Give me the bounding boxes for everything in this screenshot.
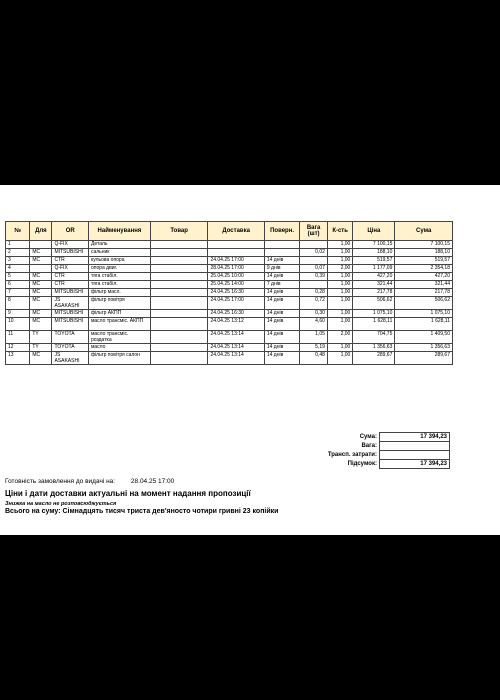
row-number: 2 xyxy=(6,249,30,257)
row-sum: 427,20 xyxy=(395,273,453,281)
row-return: 14 днів xyxy=(264,331,299,344)
row-name: сальник xyxy=(88,249,150,257)
ready-line xyxy=(5,478,174,485)
row-name: масло трансміс. АКПП xyxy=(88,318,150,331)
ready-label: Готовність замовлення до видачі на: xyxy=(5,478,116,485)
row-product xyxy=(150,265,208,273)
row-product xyxy=(150,310,208,318)
row-or: JS ASAKASHI xyxy=(52,352,89,365)
row-weight: 0,07 xyxy=(300,265,328,273)
row-return: 14 днів xyxy=(264,273,299,281)
table-row xyxy=(6,318,453,331)
row-name: фільтр масл. xyxy=(88,289,150,297)
row-name: фільтр повітря салон xyxy=(88,352,150,365)
row-product xyxy=(150,289,208,297)
row-qty: 1,00 xyxy=(327,281,352,289)
row-for xyxy=(30,265,52,273)
row-or: Q-FIX xyxy=(52,241,89,249)
ready-date: 28.04.25 17:00 xyxy=(130,478,175,485)
row-number: 10 xyxy=(6,318,30,331)
row-price: 289,67 xyxy=(353,352,395,365)
table-row xyxy=(6,241,453,249)
table-body xyxy=(6,241,453,365)
row-weight xyxy=(300,241,328,249)
price-notice: Ціни і дати доставки актуальні на момент надання пропозиції xyxy=(5,489,251,498)
column-header: К-сть xyxy=(327,222,352,241)
row-weight: 0,48 xyxy=(300,352,328,365)
row-delivery: 24.04.25 13:12 xyxy=(208,318,264,331)
transport-label: Трансп. затрати: xyxy=(327,452,377,458)
row-price: 188,10 xyxy=(353,249,395,257)
table-row xyxy=(6,331,453,344)
row-delivery: 24.04.25 17:00 xyxy=(208,297,264,310)
row-price: 519,57 xyxy=(353,257,395,265)
row-sum: 7 100,15 xyxy=(395,241,453,249)
row-number: 6 xyxy=(6,281,30,289)
row-qty: 1,00 xyxy=(327,352,352,365)
row-for: MC xyxy=(30,257,52,265)
row-for: MC xyxy=(30,289,52,297)
row-product xyxy=(150,331,208,344)
row-or: MITSUBISHI xyxy=(52,289,89,297)
row-delivery: 24.04.25 13:14 xyxy=(208,352,264,365)
quote-table xyxy=(5,221,453,365)
row-delivery: 24.04.25 13:14 xyxy=(208,344,264,352)
row-return: 9 днів xyxy=(264,265,299,273)
row-sum: 1 075,10 xyxy=(395,310,453,318)
row-price: 1 356,63 xyxy=(353,344,395,352)
row-price: 217,78 xyxy=(353,289,395,297)
row-product xyxy=(150,257,208,265)
row-for: MC xyxy=(30,352,52,365)
row-delivery xyxy=(208,249,264,257)
row-price: 704,75 xyxy=(353,331,395,344)
table-row xyxy=(6,281,453,289)
row-delivery: 24.04.25 13:14 xyxy=(208,331,264,344)
quote-document xyxy=(0,185,500,535)
row-number: 5 xyxy=(6,273,30,281)
table-header-row xyxy=(6,222,453,241)
row-return xyxy=(264,241,299,249)
row-weight xyxy=(300,257,328,265)
row-return: 14 днів xyxy=(264,297,299,310)
totals-block xyxy=(310,432,450,469)
row-price: 321,44 xyxy=(353,281,395,289)
row-or: Q-FIX xyxy=(52,265,89,273)
row-product xyxy=(150,352,208,365)
subtotal-label: Підсумок: xyxy=(347,461,377,467)
table-row xyxy=(6,257,453,265)
sum-label: Сума: xyxy=(359,434,377,440)
row-sum: 519,57 xyxy=(395,257,453,265)
row-for: MC xyxy=(30,310,52,318)
row-for: MC xyxy=(30,281,52,289)
row-weight: 4,60 xyxy=(300,318,328,331)
row-name: фільтр АКПП xyxy=(88,310,150,318)
row-for: MC xyxy=(30,273,52,281)
row-weight: 1,05 xyxy=(300,331,328,344)
row-return xyxy=(264,249,299,257)
row-for: MC xyxy=(30,297,52,310)
row-price: 1 177,09 xyxy=(353,265,395,273)
column-header: Для xyxy=(30,222,52,241)
table-row xyxy=(6,352,453,365)
row-qty: 1,00 xyxy=(327,273,352,281)
row-or: TOYOTA xyxy=(52,344,89,352)
row-number: 11 xyxy=(6,331,30,344)
row-sum: 2 354,18 xyxy=(395,265,453,273)
row-sum: 1 356,63 xyxy=(395,344,453,352)
row-weight: 5,19 xyxy=(300,344,328,352)
row-name: масло xyxy=(88,344,150,352)
row-delivery: 25.04.25 10:00 xyxy=(208,273,264,281)
table-row xyxy=(6,289,453,297)
row-price: 427,20 xyxy=(353,273,395,281)
row-qty: 1,00 xyxy=(327,344,352,352)
row-price: 506,62 xyxy=(353,297,395,310)
row-number: 4 xyxy=(6,265,30,273)
table-row xyxy=(6,273,453,281)
row-or: JS ASAKASHI xyxy=(52,297,89,310)
row-delivery: 25.04.25 14:00 xyxy=(208,281,264,289)
row-weight: 0,72 xyxy=(300,297,328,310)
row-name: Деталь xyxy=(88,241,150,249)
column-header: Ціна xyxy=(353,222,395,241)
row-delivery xyxy=(208,241,264,249)
column-header: Сума xyxy=(395,222,453,241)
row-weight: 0,39 xyxy=(300,273,328,281)
weight-label: Вага: xyxy=(361,443,377,449)
row-or: MITSUBISHI xyxy=(52,249,89,257)
row-delivery: 24.04.25 16:30 xyxy=(208,289,264,297)
column-header: Поверн. xyxy=(264,222,299,241)
table-row xyxy=(6,265,453,273)
weight-value xyxy=(379,442,449,451)
row-or: TOYOTA xyxy=(52,331,89,344)
row-number: 12 xyxy=(6,344,30,352)
row-price: 1 628,11 xyxy=(353,318,395,331)
row-product xyxy=(150,297,208,310)
row-name: фільтр повітря xyxy=(88,297,150,310)
row-product xyxy=(150,273,208,281)
sum-value: 17 394,23 xyxy=(379,433,449,442)
row-qty: 1,00 xyxy=(327,241,352,249)
row-or: MITSUBISHI xyxy=(52,310,89,318)
table-row xyxy=(6,310,453,318)
column-header: Найменування xyxy=(88,222,150,241)
row-sum: 1 628,11 xyxy=(395,318,453,331)
row-weight: 0,02 xyxy=(300,249,328,257)
column-header: Вага (шт) xyxy=(300,222,328,241)
row-sum: 188,10 xyxy=(395,249,453,257)
row-sum: 289,67 xyxy=(395,352,453,365)
row-sum: 321,44 xyxy=(395,281,453,289)
subtotal-value: 17 394,23 xyxy=(379,460,449,469)
row-name: тяга стабіл. xyxy=(88,273,150,281)
row-product xyxy=(150,241,208,249)
table-row xyxy=(6,249,453,257)
row-price: 1 075,10 xyxy=(353,310,395,318)
row-return: 14 днів xyxy=(264,344,299,352)
table-row xyxy=(6,297,453,310)
row-number: 8 xyxy=(6,297,30,310)
row-name: масло трансміс. роздатка xyxy=(88,331,150,344)
column-header: № xyxy=(6,222,30,241)
row-or: CTR xyxy=(52,257,89,265)
row-product xyxy=(150,281,208,289)
total-in-words: Всього на суму: Сімнадцять тисяч триста дев'яносто чотири гривні 23 копійки xyxy=(5,508,279,515)
row-sum: 506,62 xyxy=(395,297,453,310)
row-number: 7 xyxy=(6,289,30,297)
row-or: MITSUBISHI xyxy=(52,318,89,331)
row-delivery: 24.04.25 16:30 xyxy=(208,310,264,318)
row-sum: 1 409,50 xyxy=(395,331,453,344)
column-header: OR xyxy=(52,222,89,241)
row-product xyxy=(150,344,208,352)
row-for: MC xyxy=(30,318,52,331)
row-return: 14 днів xyxy=(264,310,299,318)
row-qty: 1,00 xyxy=(327,297,352,310)
row-return: 14 днів xyxy=(264,352,299,365)
transport-value xyxy=(379,451,449,460)
row-qty: 1,00 xyxy=(327,257,352,265)
row-qty: 2,00 xyxy=(327,265,352,273)
row-price: 7 100,15 xyxy=(353,241,395,249)
row-or: CTR xyxy=(52,273,89,281)
row-for: TY xyxy=(30,344,52,352)
row-product xyxy=(150,249,208,257)
row-number: 3 xyxy=(6,257,30,265)
row-qty: 1,00 xyxy=(327,318,352,331)
row-for: TY xyxy=(30,331,52,344)
row-delivery: 28.04.25 17:00 xyxy=(208,265,264,273)
row-for: MC xyxy=(30,249,52,257)
row-return: 14 днів xyxy=(264,257,299,265)
column-header: Доставка xyxy=(208,222,264,241)
discount-note: Знижка на масло не розповсюджується xyxy=(5,501,117,507)
row-qty: 1,00 xyxy=(327,249,352,257)
row-product xyxy=(150,318,208,331)
row-qty: 1,00 xyxy=(327,289,352,297)
row-number: 13 xyxy=(6,352,30,365)
row-for xyxy=(30,241,52,249)
row-return: 14 днів xyxy=(264,289,299,297)
row-return: 14 днів xyxy=(264,318,299,331)
row-or: CTR xyxy=(52,281,89,289)
row-qty: 2,00 xyxy=(327,331,352,344)
row-return: 7 днів xyxy=(264,281,299,289)
column-header: Товар xyxy=(150,222,208,241)
row-weight xyxy=(300,281,328,289)
row-sum: 217,78 xyxy=(395,289,453,297)
row-name: тяга стабіл. xyxy=(88,281,150,289)
row-weight: 0,30 xyxy=(300,310,328,318)
row-number: 1 xyxy=(6,241,30,249)
row-number: 9 xyxy=(6,310,30,318)
row-name: кульова опора xyxy=(88,257,150,265)
row-weight: 0,28 xyxy=(300,289,328,297)
table-row xyxy=(6,344,453,352)
row-qty: 1,00 xyxy=(327,310,352,318)
row-delivery: 24.04.25 17:00 xyxy=(208,257,264,265)
row-name: опора двиг. xyxy=(88,265,150,273)
